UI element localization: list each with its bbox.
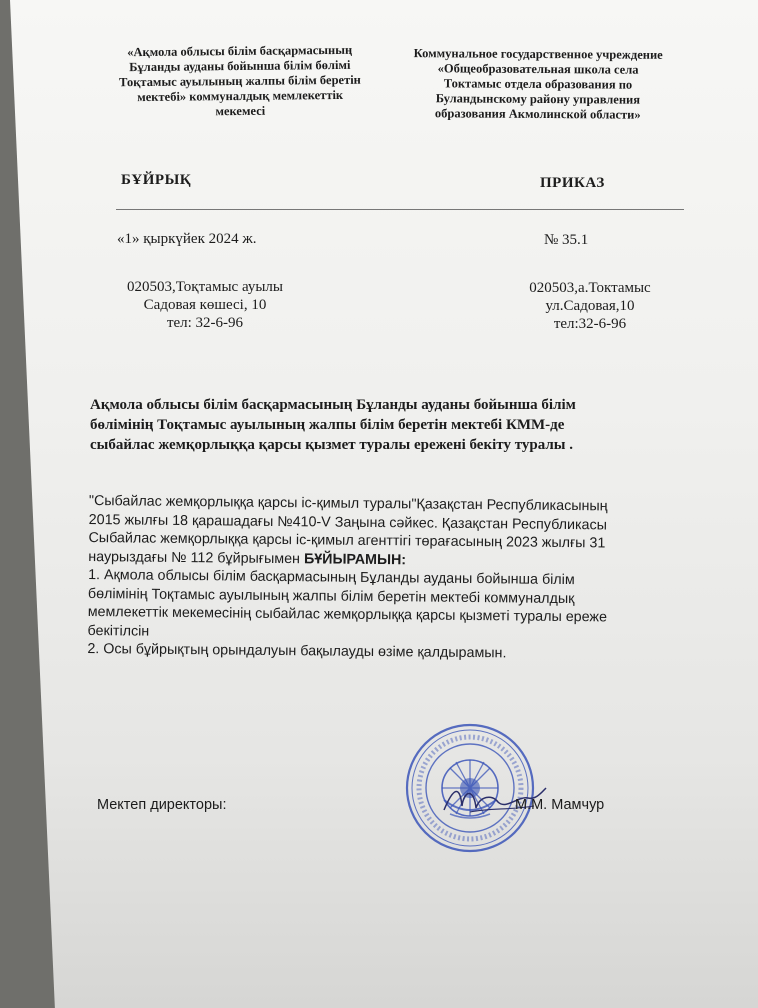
address-russian-line: 020503,а.Токтамыс [529, 280, 651, 296]
item-2-line: 2. Осы бұйрықтың орындалуын бақылауды өзіме қалдырамын. [87, 640, 507, 662]
address-russian [500, 279, 680, 333]
address-russian-line: ул.Садовая,10 [545, 298, 635, 314]
body-line: 2015 жылғы 18 қарашадағы №410-V Заңына сәйкес. Қазақстан Республикасы [88, 511, 608, 533]
item-1-line: бекітілсін [87, 622, 150, 640]
order-subject [90, 395, 576, 455]
order-word: БҰЙЫРАМЫН: [303, 550, 407, 568]
address-kazakh-line: тел: 32-6-96 [166, 315, 244, 331]
address-russian-line: тел:32-6-96 [553, 316, 627, 332]
header-kazakh-line: «Ақмола облысы білім басқармасының [127, 42, 353, 60]
signature-position: Мектеп директоры: [97, 797, 227, 813]
body-line: Сыбайлас жемқорлыққа қарсы іс-қимыл агенттігі төрағасының 2023 жылғы 31 [88, 529, 606, 552]
address-kazakh [100, 278, 310, 332]
body-line-text: наурыздағы № 112 бұйрығымен [88, 548, 305, 567]
order-number: № 35.1 [544, 232, 589, 248]
subject-line: сыбайлас жемқорлыққа қарсы қызмет туралы ережені бекіту туралы . [90, 437, 573, 453]
address-kazakh-line: 020503,Тоқтамыс ауылы [127, 279, 283, 295]
header-kazakh [100, 43, 381, 121]
header-kazakh-line: мекемесі [215, 103, 266, 119]
header-russian-line: Коммунальное государственное учреждение [413, 46, 663, 62]
header-russian-line: Токтамыс отдела образования по [443, 76, 633, 92]
title-russian: ПРИКАЗ [540, 175, 605, 191]
header-kazakh-line: Бұланды ауданы бойынша білім бөлімі [129, 57, 351, 75]
header-russian-line: Буландынскому району управления [435, 91, 641, 107]
order-body [87, 492, 608, 664]
subject-line: бөлімінің Тоқтамыс ауылының жалпы білім беретін мектебі КММ-де [90, 417, 565, 433]
item-1-line: бөлімінің Тоқтамыс ауылының жалпы білім беретін мектебі коммуналдық [87, 585, 575, 607]
order-date: «1» қыркүйек 2024 ж. [117, 231, 257, 247]
header-kazakh-line: мектебі» коммуналдық мемлекеттік [137, 87, 344, 105]
signature-name: М.М. Мамчур [515, 797, 605, 813]
item-1-line: мемлекеттік мекемесінің сыбайлас жемқорлыққа қарсы қызметі туралы ереже [87, 603, 608, 626]
header-divider [116, 209, 684, 210]
header-russian [388, 46, 689, 123]
header-russian-line: «Общеобразовательная школа села [437, 61, 639, 77]
body-line: "Сыбайлас жемқорлыққа қарсы іс-қимыл туралы"Қазақстан Республикасының [88, 492, 608, 515]
header-russian-line: образования Акмолинской области» [434, 106, 641, 122]
address-kazakh-line: Садовая көшесі, 10 [143, 297, 267, 313]
item-1-line: 1. Ақмола облысы білім басқармасының Бұланды ауданы бойынша білім [88, 566, 575, 589]
title-kazakh: БҰЙРЫҚ [121, 172, 192, 188]
subject-line: Ақмола облысы білім басқармасының Бұланды ауданы бойынша білім [90, 397, 576, 413]
header-kazakh-line: Тоқтамыс ауылының жалпы білім беретін [119, 72, 361, 90]
